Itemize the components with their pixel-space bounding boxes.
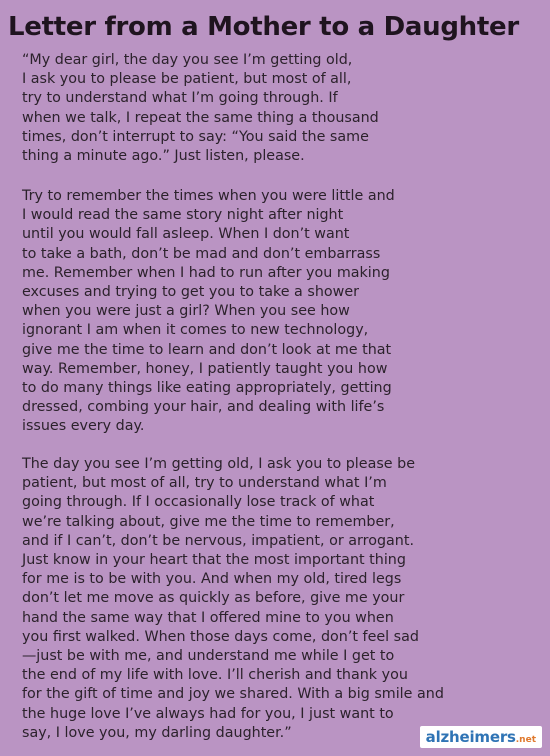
- logo-tld: .net: [515, 735, 536, 745]
- paragraph-line: times, don’t interrupt to say: “You said the same: [22, 128, 369, 145]
- paragraph-line: going through. If I occasionally lose track of what: [22, 494, 375, 511]
- paragraph-line: hand the same way that I offered mine to you when: [22, 609, 394, 626]
- paragraph-3: [22, 455, 444, 743]
- paragraph-line: we’re talking about, give me the time to remember,: [22, 513, 395, 530]
- paragraph-line: say, I love you, my darling daughter.”: [22, 724, 292, 741]
- paragraph-line: until you would fall asleep. When I don’t want: [22, 226, 350, 243]
- paragraph-line: to take a bath, don’t be mad and don’t embarrass: [22, 245, 381, 262]
- paragraph-2: [22, 187, 395, 437]
- paragraph-line: the huge love I’ve always had for you, I just want to: [22, 705, 394, 722]
- paragraph-line: when we talk, I repeat the same thing a thousand: [22, 109, 379, 126]
- paragraph-line: I ask you to please be patient, but most of all,: [22, 71, 352, 88]
- paragraph-line: for the gift of time and joy we shared. With a big smile and: [22, 686, 444, 703]
- paragraph-line: Just know in your heart that the most important thing: [22, 552, 406, 569]
- paragraph-line: patient, but most of all, try to understand what I’m: [22, 475, 387, 492]
- paragraph-line: for me is to be with you. And when my old, tired legs: [22, 571, 402, 588]
- paragraph-line: don’t let me move as quickly as before, give me your: [22, 590, 405, 607]
- paragraph-line: —just be with me, and understand me while I get to: [22, 648, 395, 665]
- paragraph-line: excuses and trying to get you to take a shower: [22, 284, 359, 301]
- paragraph-line: “My dear girl, the day you see I’m getting old,: [22, 52, 353, 68]
- logo-name: alzheimers: [425, 728, 516, 746]
- alzheimers-logo[interactable]: [420, 726, 542, 748]
- paragraph-line: give me the time to learn and don’t look at me that: [22, 341, 392, 358]
- paragraph-line: thing a minute ago.” Just listen, please.: [22, 148, 305, 165]
- paragraph-line: to do many things like eating appropriately, getting: [22, 380, 392, 397]
- paragraph-line: ignorant I am when it comes to new technology,: [22, 322, 369, 339]
- paragraph-line: I would read the same story night after night: [22, 207, 344, 224]
- paragraph-line: the end of my life with love. I’ll cherish and thank you: [22, 667, 408, 684]
- paragraph-line: try to understand what I’m going through. If: [22, 90, 338, 107]
- paragraph-line: dressed, combing your hair, and dealing with life’s: [22, 399, 385, 416]
- paragraph-line: and if I can’t, don’t be nervous, impatient, or arrogant.: [22, 532, 414, 549]
- paragraph-line: me. Remember when I had to run after you making: [22, 264, 390, 281]
- paragraph-line: The day you see I’m getting old, I ask you to please be: [22, 456, 415, 472]
- page-title: Letter from a Mother to a Daughter: [8, 12, 519, 42]
- paragraph-line: you first walked. When those days come, don’t feel sad: [22, 628, 419, 645]
- paragraph-line: Try to remember the times when you were little and: [22, 188, 395, 204]
- paragraph-line: way. Remember, honey, I patiently taught you how: [22, 360, 388, 377]
- paragraph-1: [22, 51, 379, 166]
- paragraph-line: issues every day.: [22, 418, 145, 435]
- paragraph-line: when you were just a girl? When you see how: [22, 303, 350, 320]
